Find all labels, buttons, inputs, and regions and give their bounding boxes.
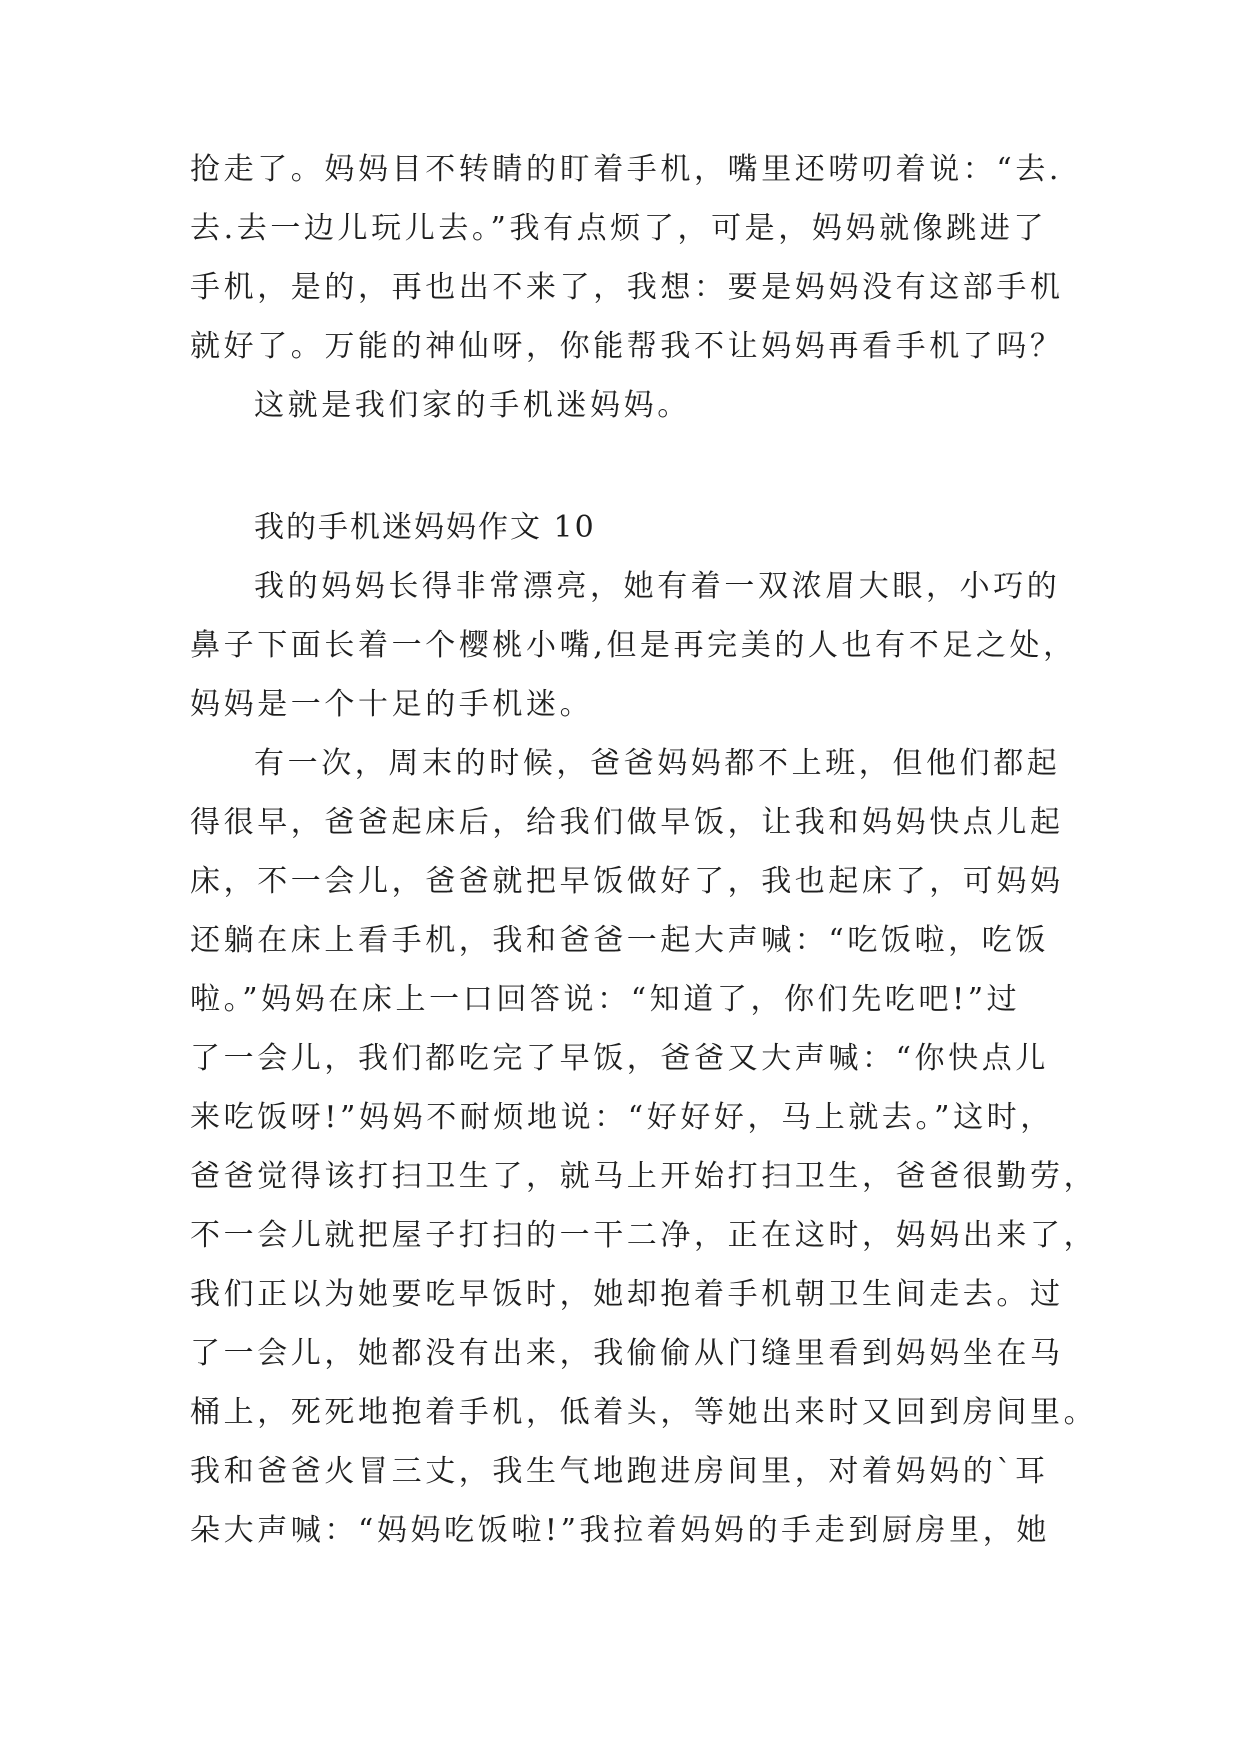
text-line: 就好了。万能的神仙呀，你能帮我不让妈妈再看手机了吗？: [190, 329, 1064, 364]
text-line: 鼻子下面长着一个樱桃小嘴,但是再完美的人也有不足之处，: [190, 628, 1077, 663]
text-line: 我们正以为她要吃早饭时，她却抱着手机朝卫生间走去。过: [190, 1277, 1064, 1312]
text-line: 我的妈妈长得非常漂亮，她有着一双浓眉大眼，小巧的: [254, 569, 1061, 604]
text-line: 桶上，死死地抱着手机，低着头，等她出来时又回到房间里。: [190, 1395, 1098, 1430]
text-line: 啦。”妈妈在床上一口回答说：“知道了，你们先吃吧!”过: [190, 982, 1021, 1017]
text-line: 我和爸爸火冒三丈，我生气地跑进房间里，对着妈妈的`耳: [190, 1454, 1049, 1489]
text-line: 妈妈是一个十足的手机迷。: [190, 687, 594, 722]
text-line: 床，不一会儿，爸爸就把早饭做好了，我也起床了，可妈妈: [190, 864, 1064, 899]
text-line: 有一次，周末的时候，爸爸妈妈都不上班，但他们都起: [254, 746, 1061, 781]
text-line: 还躺在床上看手机，我和爸爸一起大声喊：“吃饭啦，吃饭: [190, 923, 1049, 958]
text-line: 不一会儿就把屋子打扫的一干二净，正在这时，妈妈出来了，: [190, 1218, 1098, 1253]
text-line: 去.去一边儿玩儿去。”我有点烦了，可是，妈妈就像跳进了: [190, 211, 1048, 246]
section-title: 我的手机迷妈妈作文 10: [254, 510, 596, 545]
text-line: 了一会儿，我们都吃完了早饭，爸爸又大声喊：“你快点儿: [190, 1041, 1049, 1076]
text-line: 这就是我们家的手机迷妈妈。: [254, 388, 691, 423]
text-line: 来吃饭呀!”妈妈不耐烦地说：“好好好，马上就去。”这时，: [190, 1100, 1054, 1135]
text-line: 朵大声喊：“妈妈吃饭啦!”我拉着妈妈的手走到厨房里，她: [190, 1513, 1050, 1548]
text-line: 了一会儿，她都没有出来，我偷偷从门缝里看到妈妈坐在马: [190, 1336, 1064, 1371]
text-line: 抢走了。妈妈目不转睛的盯着手机，嘴里还唠叨着说：“去.: [190, 152, 1063, 187]
text-line: 手机，是的，再也出不来了，我想：要是妈妈没有这部手机: [190, 270, 1064, 305]
text-line: 爸爸觉得该打扫卫生了，就马上开始打扫卫生，爸爸很勤劳，: [190, 1159, 1098, 1194]
text-line: 得很早，爸爸起床后，给我们做早饭，让我和妈妈快点儿起: [190, 805, 1064, 840]
